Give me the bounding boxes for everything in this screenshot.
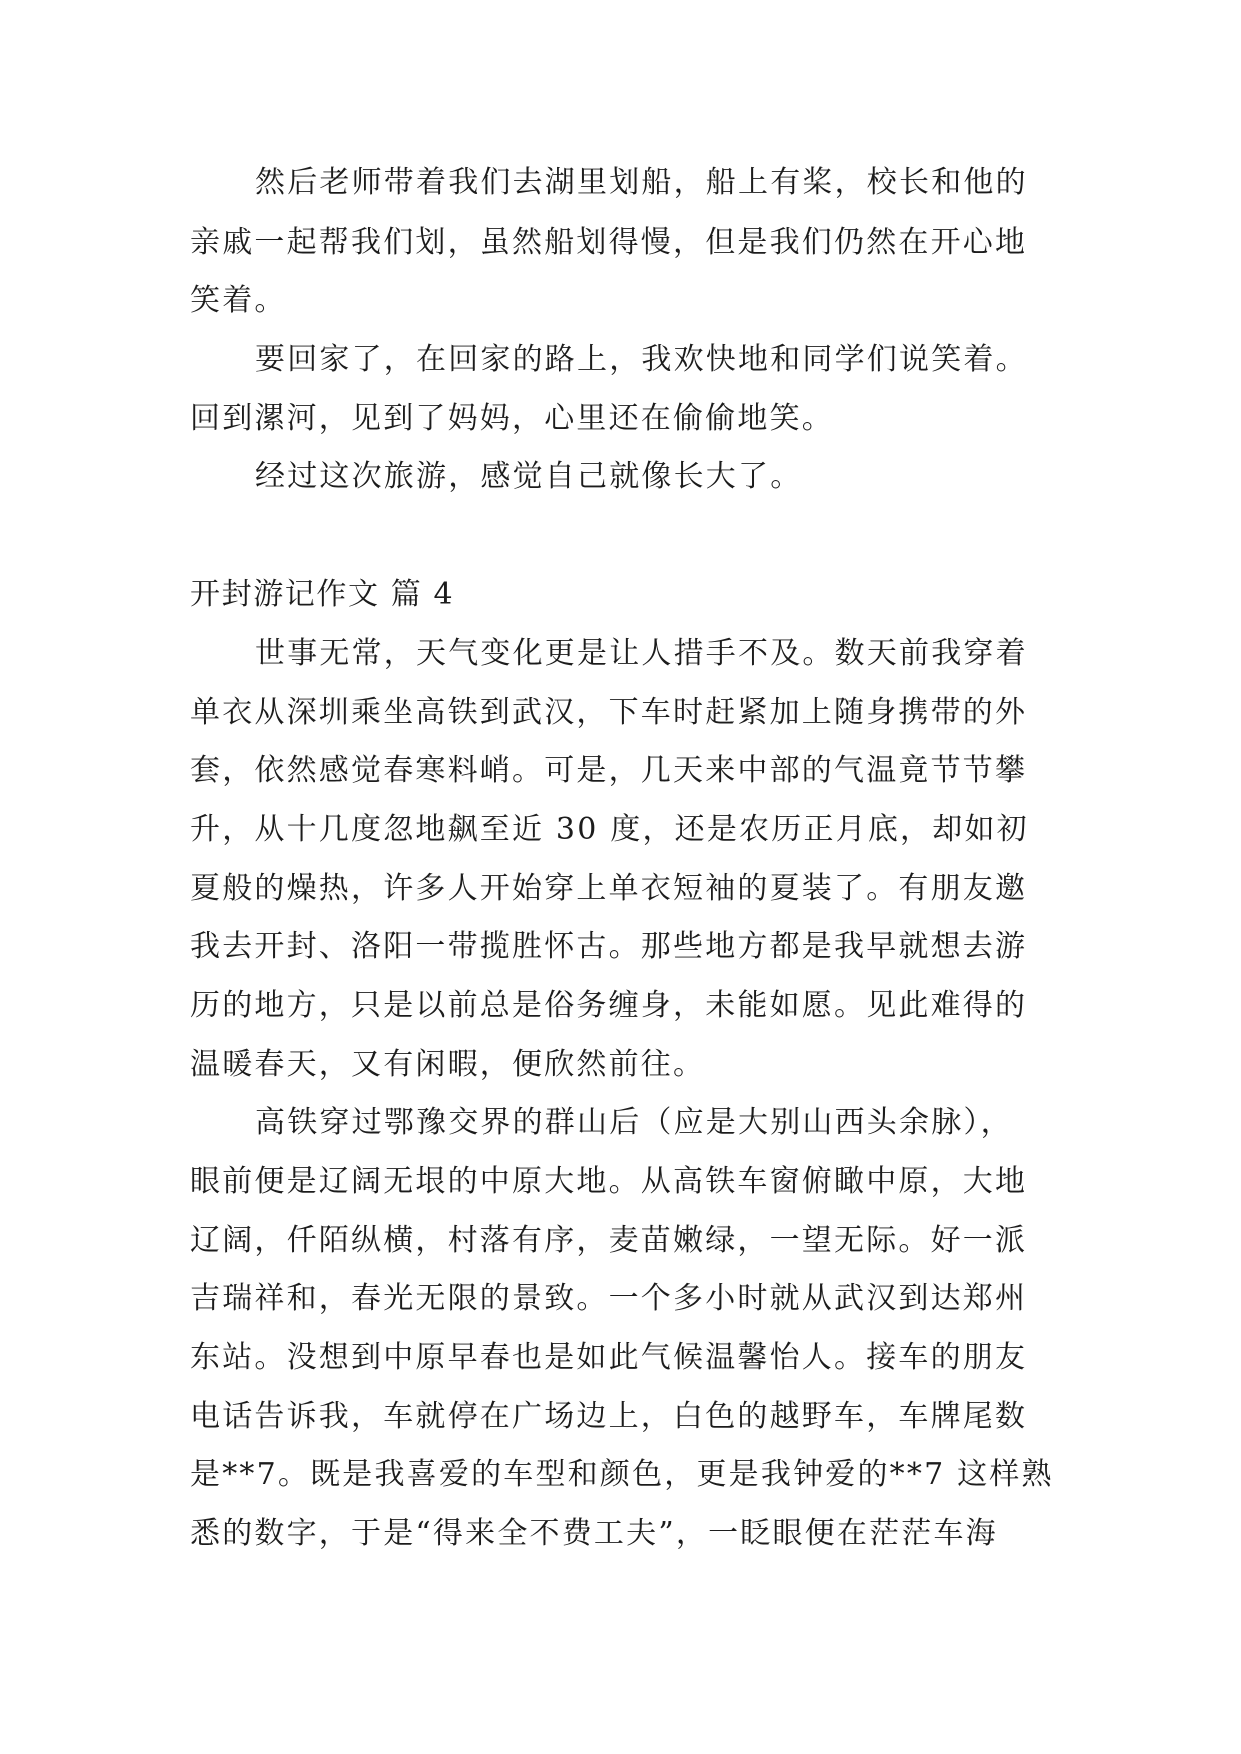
paragraph-line: 辽阔，仟陌纵横，村落有序，麦苗嫩绿，一望无际。好一派 (190, 1223, 1028, 1258)
paragraph-line: 单衣从深圳乘坐高铁到武汉，下车时赶紧加上随身携带的外 (190, 695, 1028, 730)
paragraph-line: 夏般的燥热，许多人开始穿上单衣短袖的夏装了。有朋友邀 (190, 871, 1028, 906)
paragraph-line: 是**7。既是我喜爱的车型和颜色，更是我钟爱的**7 这样熟 (190, 1457, 1054, 1492)
paragraph-line: 套，依然感觉春寒料峭。可是，几天来中部的气温竟节节攀 (190, 753, 1028, 788)
paragraph-line: 历的地方，只是以前总是俗务缠身，未能如愿。见此难得的 (190, 988, 1028, 1023)
paragraph-line: 眼前便是辽阔无垠的中原大地。从高铁车窗俯瞰中原，大地 (190, 1164, 1028, 1199)
paragraph-line: 高铁穿过鄂豫交界的群山后（应是大别山西头余脉）， (255, 1105, 1013, 1140)
paragraph-line: 电话告诉我，车就停在广场边上，白色的越野车，车牌尾数 (190, 1399, 1028, 1434)
paragraph-line: 世事无常，天气变化更是让人措手不及。数天前我穿着 (255, 636, 1028, 671)
paragraph-line: 温暖春天，又有闲暇，便欣然前往。 (190, 1047, 706, 1082)
paragraph-line: 悉的数字，于是“得来全不费工夫”，一眨眼便在茫茫车海 (190, 1516, 998, 1551)
paragraph-line: 吉瑞祥和，春光无限的景致。一个多小时就从武汉到达郑州 (190, 1281, 1028, 1316)
paragraph-line: 我去开封、洛阳一带揽胜怀古。那些地方都是我早就想去游 (190, 929, 1028, 964)
paragraph-line: 经过这次旅游，感觉自己就像长大了。 (255, 459, 803, 494)
paragraph-line: 升，从十几度忽地飙至近 30 度，还是农历正月底，却如初 (190, 812, 1029, 847)
paragraph-line: 笑着。 (190, 283, 287, 318)
paragraph-line: 要回家了，在回家的路上，我欢快地和同学们说笑着。 (255, 342, 1028, 377)
paragraph-line: 亲戚一起帮我们划，虽然船划得慢，但是我们仍然在开心地 (190, 225, 1028, 260)
paragraph-line: 然后老师带着我们去湖里划船，船上有桨，校长和他的 (255, 165, 1028, 200)
paragraph-line: 回到漯河，见到了妈妈，心里还在偷偷地笑。 (190, 401, 834, 436)
paragraph-line: 东站。没想到中原早春也是如此气候温馨怡人。接车的朋友 (190, 1340, 1028, 1375)
section-heading: 开封游记作文 篇 4 (190, 577, 455, 612)
